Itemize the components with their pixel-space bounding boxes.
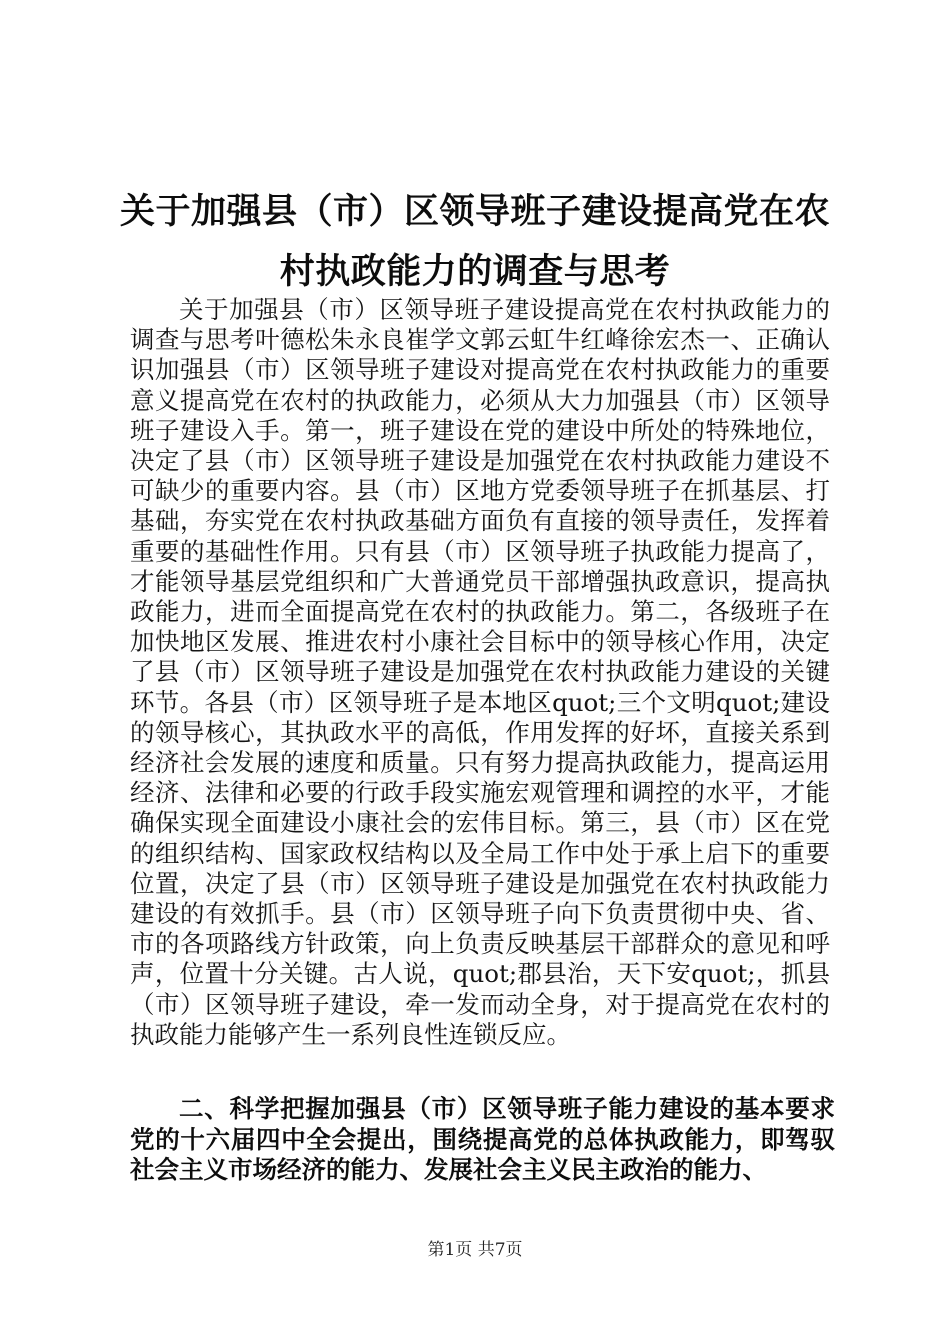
title-line-1: 关于加强县（市）区领导班子建设提高党在农 bbox=[120, 191, 831, 232]
section-heading-paragraph: 二、科学把握加强县（市）区领导班子能力建设的基本要求党的十六届四中全会提出，围绕提高党的总体执政能力，即驾驭社会主义市场经济的能力、发展社会主义民主政治的能力、 bbox=[130, 1094, 835, 1184]
page-footer: 第1页 共7页 bbox=[427, 1240, 523, 1260]
body-paragraph: 关于加强县（市）区领导班子建设提高党在农村执政能力的调查与思考叶德松朱永良崔学文郭云虹牛红峰徐宏杰一、正确认识加强县（市）区领导班子建设对提高党在农村执政能力的重要意义提高党在农村的执政能力，必须从大力加强县（市）区领导班子建设入手。第一，班子建设在党的建设中所处的特殊地位，决定了县（市）区领导班子建设是加强党在农村执政能力建设不可缺少的重要内容。县（市）区地方党委领导班子在抓基层、打基础，夯实党在农村执政基础方面负有直接的领导责任，发挥着重要的基础性作用。只有县（市）区领导班子执政能力提高了，才能领导基层党组织和广大普通党员干部增强执政意识，提高执政能力，进而全面提高党在农村的执政能力。第二，各级班子在加快地区发展、推进农村小康社会目标中的领导核心作用，决定了县（市）区领导班子建设是加强党在农村执政能力建设的关键环节。各县（市）区领导班子是本地区quot;三个文明quot;建设的领导核心，其执政水平的高低，作用发挥的好坏，直接关系到经济社会发展的速度和质量。只有努力提高执政能力，提高运用经济、法律和必要的行政手段实施宏观管理和调控的水平，才能确保实现全面建设小康社会的宏伟目标。第三，县（市）区在党的组织结构、国家政权结构以及全局工作中处于承上启下的重要位置，决定了县（市）区领导班子建设是加强党在农村执政能力建设的有效抓手。县（市）区领导班子向下负责贯彻中央、省、市的各项路线方针政策，向上负责反映基层干部群众的意见和呼声，位置十分关键。古人说，quot;郡县治，天下安quot;，抓县（市）区领导班子建设，牵一发而动全身，对于提高党在农村的执政能力能够产生一系列良性连锁反应。 bbox=[130, 295, 830, 1049]
document-title bbox=[120, 182, 830, 302]
title-line-2: 村执政能力的调查与思考 bbox=[279, 251, 671, 292]
